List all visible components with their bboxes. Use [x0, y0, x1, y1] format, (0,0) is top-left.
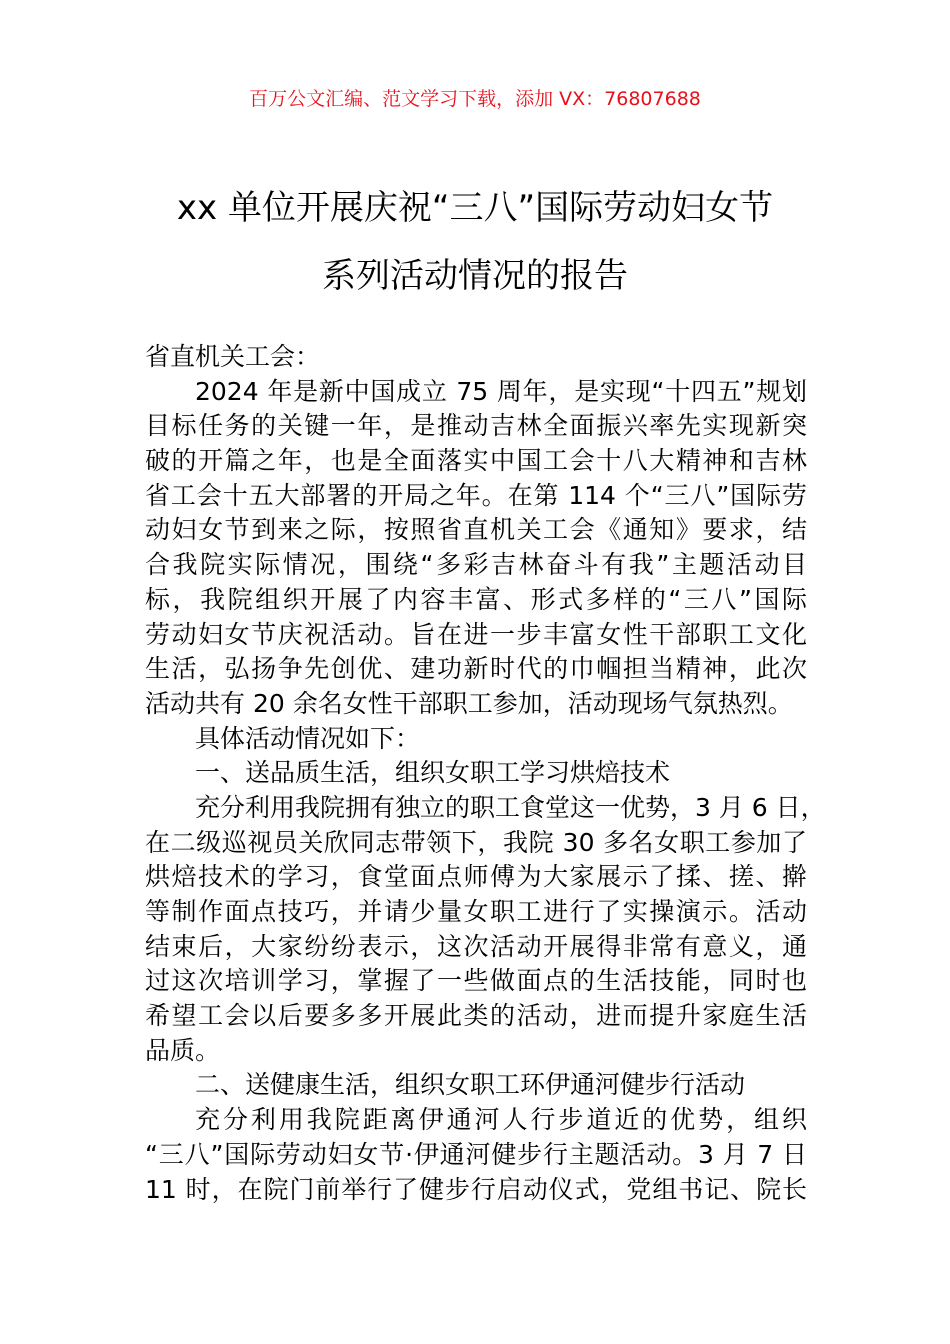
body-line: 活动共有 20 余名女性干部职工参加，活动现场气氛热烈。: [145, 688, 793, 718]
body-line: 破的开篇之年，也是全面落实中国工会十八大精神和吉林: [145, 446, 807, 476]
body-line: 等制作面点技巧，并请少量女职工进行了实操演示。活动: [145, 897, 807, 926]
body-line: 生活，弘扬争先创优、建功新时代的巾帼担当精神，此次: [145, 654, 807, 684]
body-line: 2024 年是新中国成立 75 周年，是实现“十四五”规划: [195, 376, 807, 406]
body-line: 在二级巡视员关欣同志带领下，我院 30 多名女职工参加了: [145, 827, 807, 857]
body-line: “三八”国际劳动妇女节·伊通河健步行主题活动。3 月 7 日: [145, 1139, 807, 1169]
body-line: 省工会十五大部署的开局之年。在第 114 个“三八”国际劳: [145, 480, 807, 510]
body-line: 劳动妇女节庆祝活动。旨在进一步丰富女性干部职工文化: [145, 619, 807, 649]
body-line: 过这次培训学习，掌握了一些做面点的生活技能，同时也: [145, 966, 807, 996]
body-line: 合我院实际情况，围绕“多彩吉林奋斗有我”主题活动目: [145, 550, 807, 580]
body-line: 动妇女节到来之际，按照省直机关工会《通知》要求，结: [145, 515, 807, 545]
body-line: 11 时，在院门前举行了健步行启动仪式，党组书记、院长: [145, 1174, 807, 1204]
body-line: 结束后，大家纷纷表示，这次活动开展得非常有意义，通: [145, 931, 807, 961]
document-title-line-1: xx 单位开展庆祝“三八”国际劳动妇女节: [176, 188, 774, 228]
body-line: 省直机关工会：: [145, 342, 321, 371]
watermark-header: 百万公文汇编、范文学习下载，添加 VX：76807688: [249, 88, 701, 110]
body-line: 充分利用我院距离伊通河人行步道近的优势，组织: [195, 1105, 807, 1135]
body-line: 烘焙技术的学习，食堂面点师傅为大家展示了揉、搓、擀: [145, 862, 807, 892]
document-body: [145, 340, 826, 1207]
body-line: 标，我院组织开展了内容丰富、形式多样的“三八”国际: [145, 584, 807, 614]
document-title-line-2: 系列活动情况的报告: [322, 256, 628, 296]
body-line: 充分利用我院拥有独立的职工食堂这一优势，3 月 6 日，: [195, 792, 826, 822]
body-line: 品质。: [145, 1035, 221, 1065]
body-line: 希望工会以后要多多开展此类的活动，进而提升家庭生活: [145, 1001, 807, 1031]
body-line: 一、送品质生活，组织女职工学习烘焙技术: [195, 758, 671, 788]
body-line: 二、送健康生活，组织女职工环伊通河健步行活动: [195, 1070, 746, 1100]
body-line: 具体活动情况如下：: [195, 723, 421, 753]
body-line: 目标任务的关键一年，是推动吉林全面振兴率先实现新突: [145, 411, 807, 441]
